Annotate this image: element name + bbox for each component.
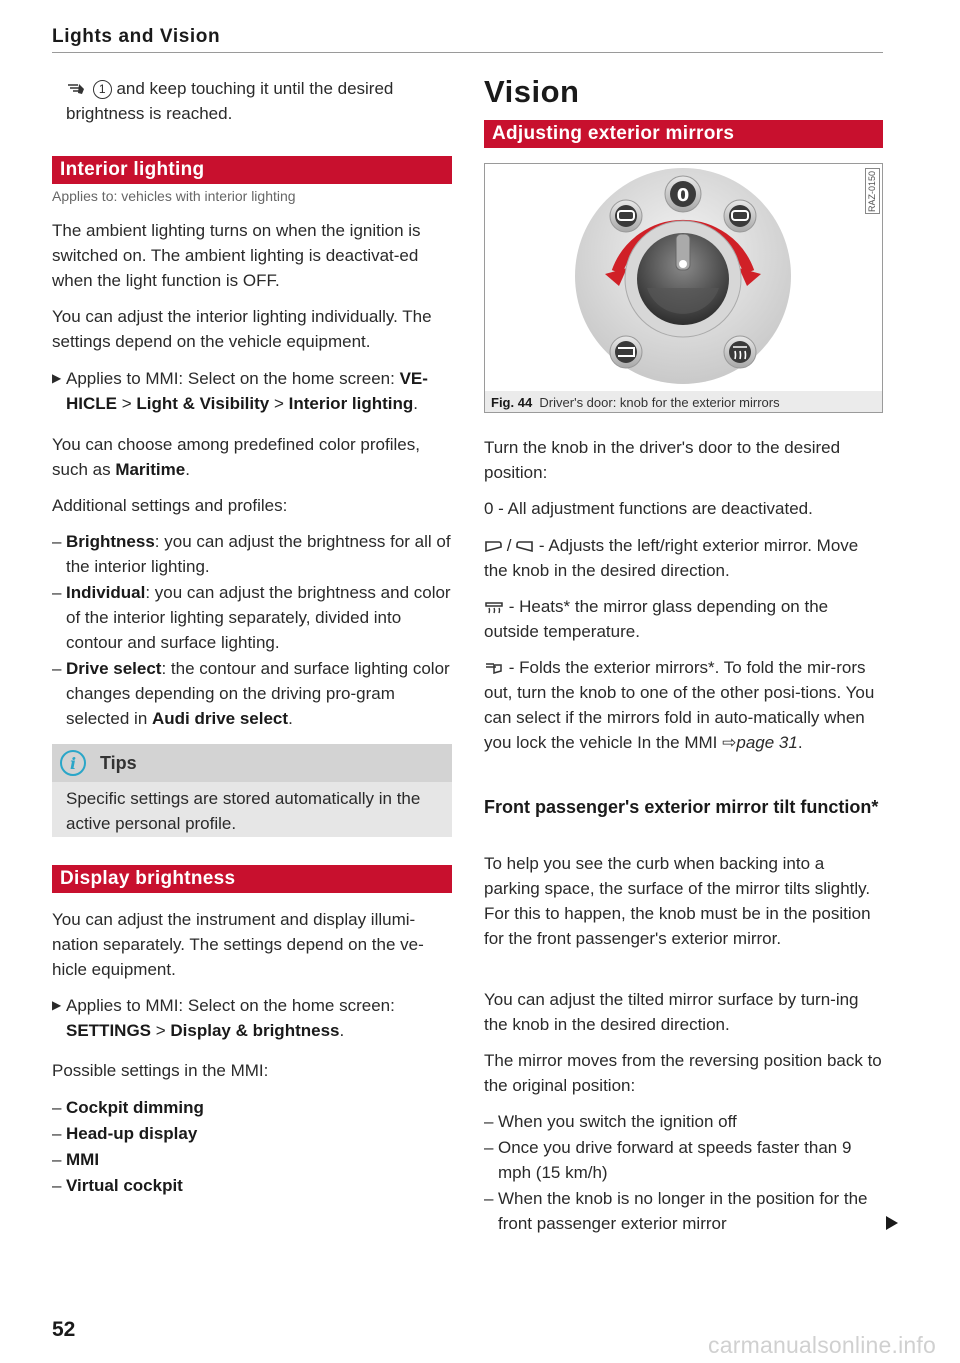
mirror-heating-icon <box>724 336 756 368</box>
intro-text: and keep touching it until the desired brightness is reached. <box>66 79 394 123</box>
list-item <box>484 1135 883 1185</box>
mirror-paragraph-5: - Folds the exterior mirrors*. To fold the mir-rors out, turn the knob to one of the other posi-tions. You can select if the mirrors fold in auto-matically when you lock the vehicle In the MMI ⇨page 31. <box>484 658 875 752</box>
running-head: Lights and Vision <box>52 26 221 47</box>
list-dash: – <box>52 1098 62 1117</box>
page-number: 52 <box>52 1318 76 1341</box>
arrow-bullet-icon: ▶ <box>52 998 62 1012</box>
tips-header <box>52 744 452 782</box>
mmi-path-interior-lighting: Interior lighting <box>288 394 414 413</box>
continue-arrow-icon <box>886 1216 898 1230</box>
display-mmi-path: ▶ Applies to MMI: Select on the home screen: SETTINGS > Display & brightness. <box>52 993 452 1043</box>
figure-tag: RAZ-0150 <box>865 168 880 214</box>
list-dash: – <box>52 1176 62 1195</box>
display-brightness-heading: Display brightness <box>52 865 452 893</box>
p3-prefix: You can choose among predefined color profiles, such as <box>52 435 420 479</box>
list-item <box>52 529 452 579</box>
item-term: Drive select <box>66 659 162 678</box>
mirror-paragraph-1: Turn the knob in the driver's door to the desired position: <box>484 438 841 482</box>
list-item <box>484 1109 883 1134</box>
page-reference-link[interactable]: page 31 <box>736 733 798 752</box>
item-text: Once you drive forward at speeds faster than 9 mph (15 km/h) <box>498 1138 852 1182</box>
intro-paragraph <box>52 76 452 126</box>
list-dash: – <box>484 1138 494 1157</box>
item-text: : you can adjust the brightness for all of the interior lighting. <box>66 532 451 576</box>
list-dash: – <box>52 532 62 551</box>
display-paragraph-1: You can adjust the instrument and display illumi-nation separately. The settings depend on the ve-hicle equipment. <box>52 910 424 979</box>
slash: / <box>506 536 512 555</box>
list-item: – Drive select: the contour and surface lighting color changes depending on the driving pro-gram selected in Audi drive select. <box>52 656 452 731</box>
mirror-paragraph-3 <box>484 533 883 583</box>
item-text: When you switch the ignition off <box>498 1112 737 1131</box>
adjusting-mirrors-heading: Adjusting exterior mirrors <box>484 120 883 148</box>
arrow-bullet-icon: ▶ <box>52 371 62 385</box>
touch-gesture-icon <box>66 82 88 96</box>
fold-text: - Folds the exterior mirrors*. To fold the mir-rors out, turn the knob to one of the other posi-tions. You can select if the mirrors fold in auto-matically when you lock the vehicle In the MMI <box>484 658 875 752</box>
setting-virtual-cockpit: Virtual cockpit <box>66 1176 183 1195</box>
header-rule <box>52 52 883 53</box>
item-text: When the knob is no longer in the position for the front passenger exterior mirror <box>498 1189 868 1233</box>
interior-paragraph-3: You can choose among predefined color profiles, such as Maritime. <box>52 435 420 479</box>
mirror-knob-illustration <box>485 164 883 390</box>
item-text: : you can adjust the brightness and color of the interior lighting separately, divided into contour and surface lighting. <box>66 583 451 652</box>
info-icon: i <box>60 750 86 776</box>
interior-paragraph-4: Additional settings and profiles: <box>52 496 288 515</box>
item-text: : the contour and surface lighting color changes depending on the driving pro-gram selected in <box>66 659 450 728</box>
mirror-paragraph-4 <box>484 594 883 644</box>
fold-mirror-icon <box>610 336 642 368</box>
section-title-vision: Vision <box>484 74 580 109</box>
page-ref-arrow-icon: ⇨ <box>722 733 737 752</box>
interior-paragraph-1: The ambient lighting turns on when the ignition is switched on. The ambient lighting is deactivat-ed when the light function is OFF. <box>52 221 421 290</box>
figure-caption <box>485 391 882 413</box>
list-item <box>52 1147 452 1172</box>
mirror-paragraph-2: 0 - All adjustment functions are deactivated. <box>484 499 813 518</box>
setting-mmi: MMI <box>66 1150 100 1169</box>
tilt-paragraph-2: You can adjust the tilted mirror surface by turn-ing the knob in the desired direction. <box>484 990 859 1034</box>
tips-text: Specific settings are stored automatically in the active personal profile. <box>66 789 421 833</box>
right-mirror-icon <box>516 540 534 553</box>
path-separator: > <box>151 1021 171 1040</box>
list-item <box>484 1186 883 1236</box>
figure-44 <box>484 163 883 413</box>
list-dash: – <box>52 1150 62 1169</box>
mmi-path-vehicle: VE-HICLE <box>66 369 428 413</box>
figure-caption-text: Driver's door: knob for the exterior mirrors <box>539 395 780 410</box>
item-tail-bold: Audi drive select <box>152 709 289 728</box>
item-term: Brightness <box>66 532 155 551</box>
list-item <box>52 1173 452 1198</box>
list-item <box>52 1095 452 1120</box>
interior-lighting-heading: Interior lighting <box>52 156 452 184</box>
tilt-paragraph-1: To help you see the curb when backing into a parking space, the surface of the mirror tilts slightly. For this to happen, the knob must be in the position for the front passenger's exterior mirror. <box>484 854 871 948</box>
list-item <box>52 1121 452 1146</box>
mirror-heating-icon <box>484 599 504 614</box>
mmi-prefix: Applies to MMI: Select on the home screen: <box>66 996 395 1015</box>
setting-head-up-display: Head-up display <box>66 1124 198 1143</box>
figure-label: Fig. 44 <box>491 395 533 410</box>
list-item <box>52 580 452 655</box>
path-separator: > <box>117 394 137 413</box>
mmi-path-display-brightness: Display & brightness <box>170 1021 340 1040</box>
interior-mmi-path: ▶ Applies to MMI: Select on the home screen: VE-HICLE > Light & Visibility > Interior lighting. <box>52 366 452 416</box>
tilt-paragraph-3: The mirror moves from the reversing position back to the original position: <box>484 1051 882 1095</box>
mmi-path-settings: SETTINGS <box>66 1021 152 1040</box>
watermark: carmanualsonline.info <box>708 1332 936 1358</box>
position-0-icon <box>665 176 701 212</box>
p3-bold: Maritime <box>115 460 186 479</box>
list-dash: – <box>52 583 62 602</box>
tips-title: Tips <box>100 752 137 773</box>
setting-cockpit-dimming: Cockpit dimming <box>66 1098 204 1117</box>
list-dash: – <box>52 1124 62 1143</box>
mmi-prefix: Applies to MMI: Select on the home screen: <box>66 369 400 388</box>
tips-box <box>52 744 452 837</box>
list-dash: – <box>52 659 62 678</box>
interior-paragraph-2: You can adjust the interior lighting individually. The settings depend on the vehicle equipment. <box>52 307 432 351</box>
svg-text:0: 0 <box>676 185 690 206</box>
control-button-1: 1 <box>93 80 112 99</box>
list-dash: – <box>484 1189 494 1208</box>
mirror-adjust-text: - Adjusts the left/right exterior mirror. Move the knob in the desired direction. <box>484 536 859 580</box>
list-dash: – <box>484 1112 494 1131</box>
tilt-function-subheading: Front passenger's exterior mirror tilt function* <box>484 797 879 817</box>
item-term: Individual <box>66 583 146 602</box>
right-mirror-icon <box>724 200 756 232</box>
mmi-path-light-visibility: Light & Visibility <box>136 394 270 413</box>
heating-text: - Heats* the mirror glass depending on the outside temperature. <box>484 597 829 641</box>
left-mirror-icon <box>610 200 642 232</box>
display-paragraph-2: Possible settings in the MMI: <box>52 1061 269 1080</box>
interior-applies-to: Applies to: vehicles with interior lighting <box>52 188 296 204</box>
fold-mirror-icon <box>484 661 504 675</box>
path-separator: > <box>269 394 289 413</box>
left-mirror-icon <box>484 540 502 553</box>
